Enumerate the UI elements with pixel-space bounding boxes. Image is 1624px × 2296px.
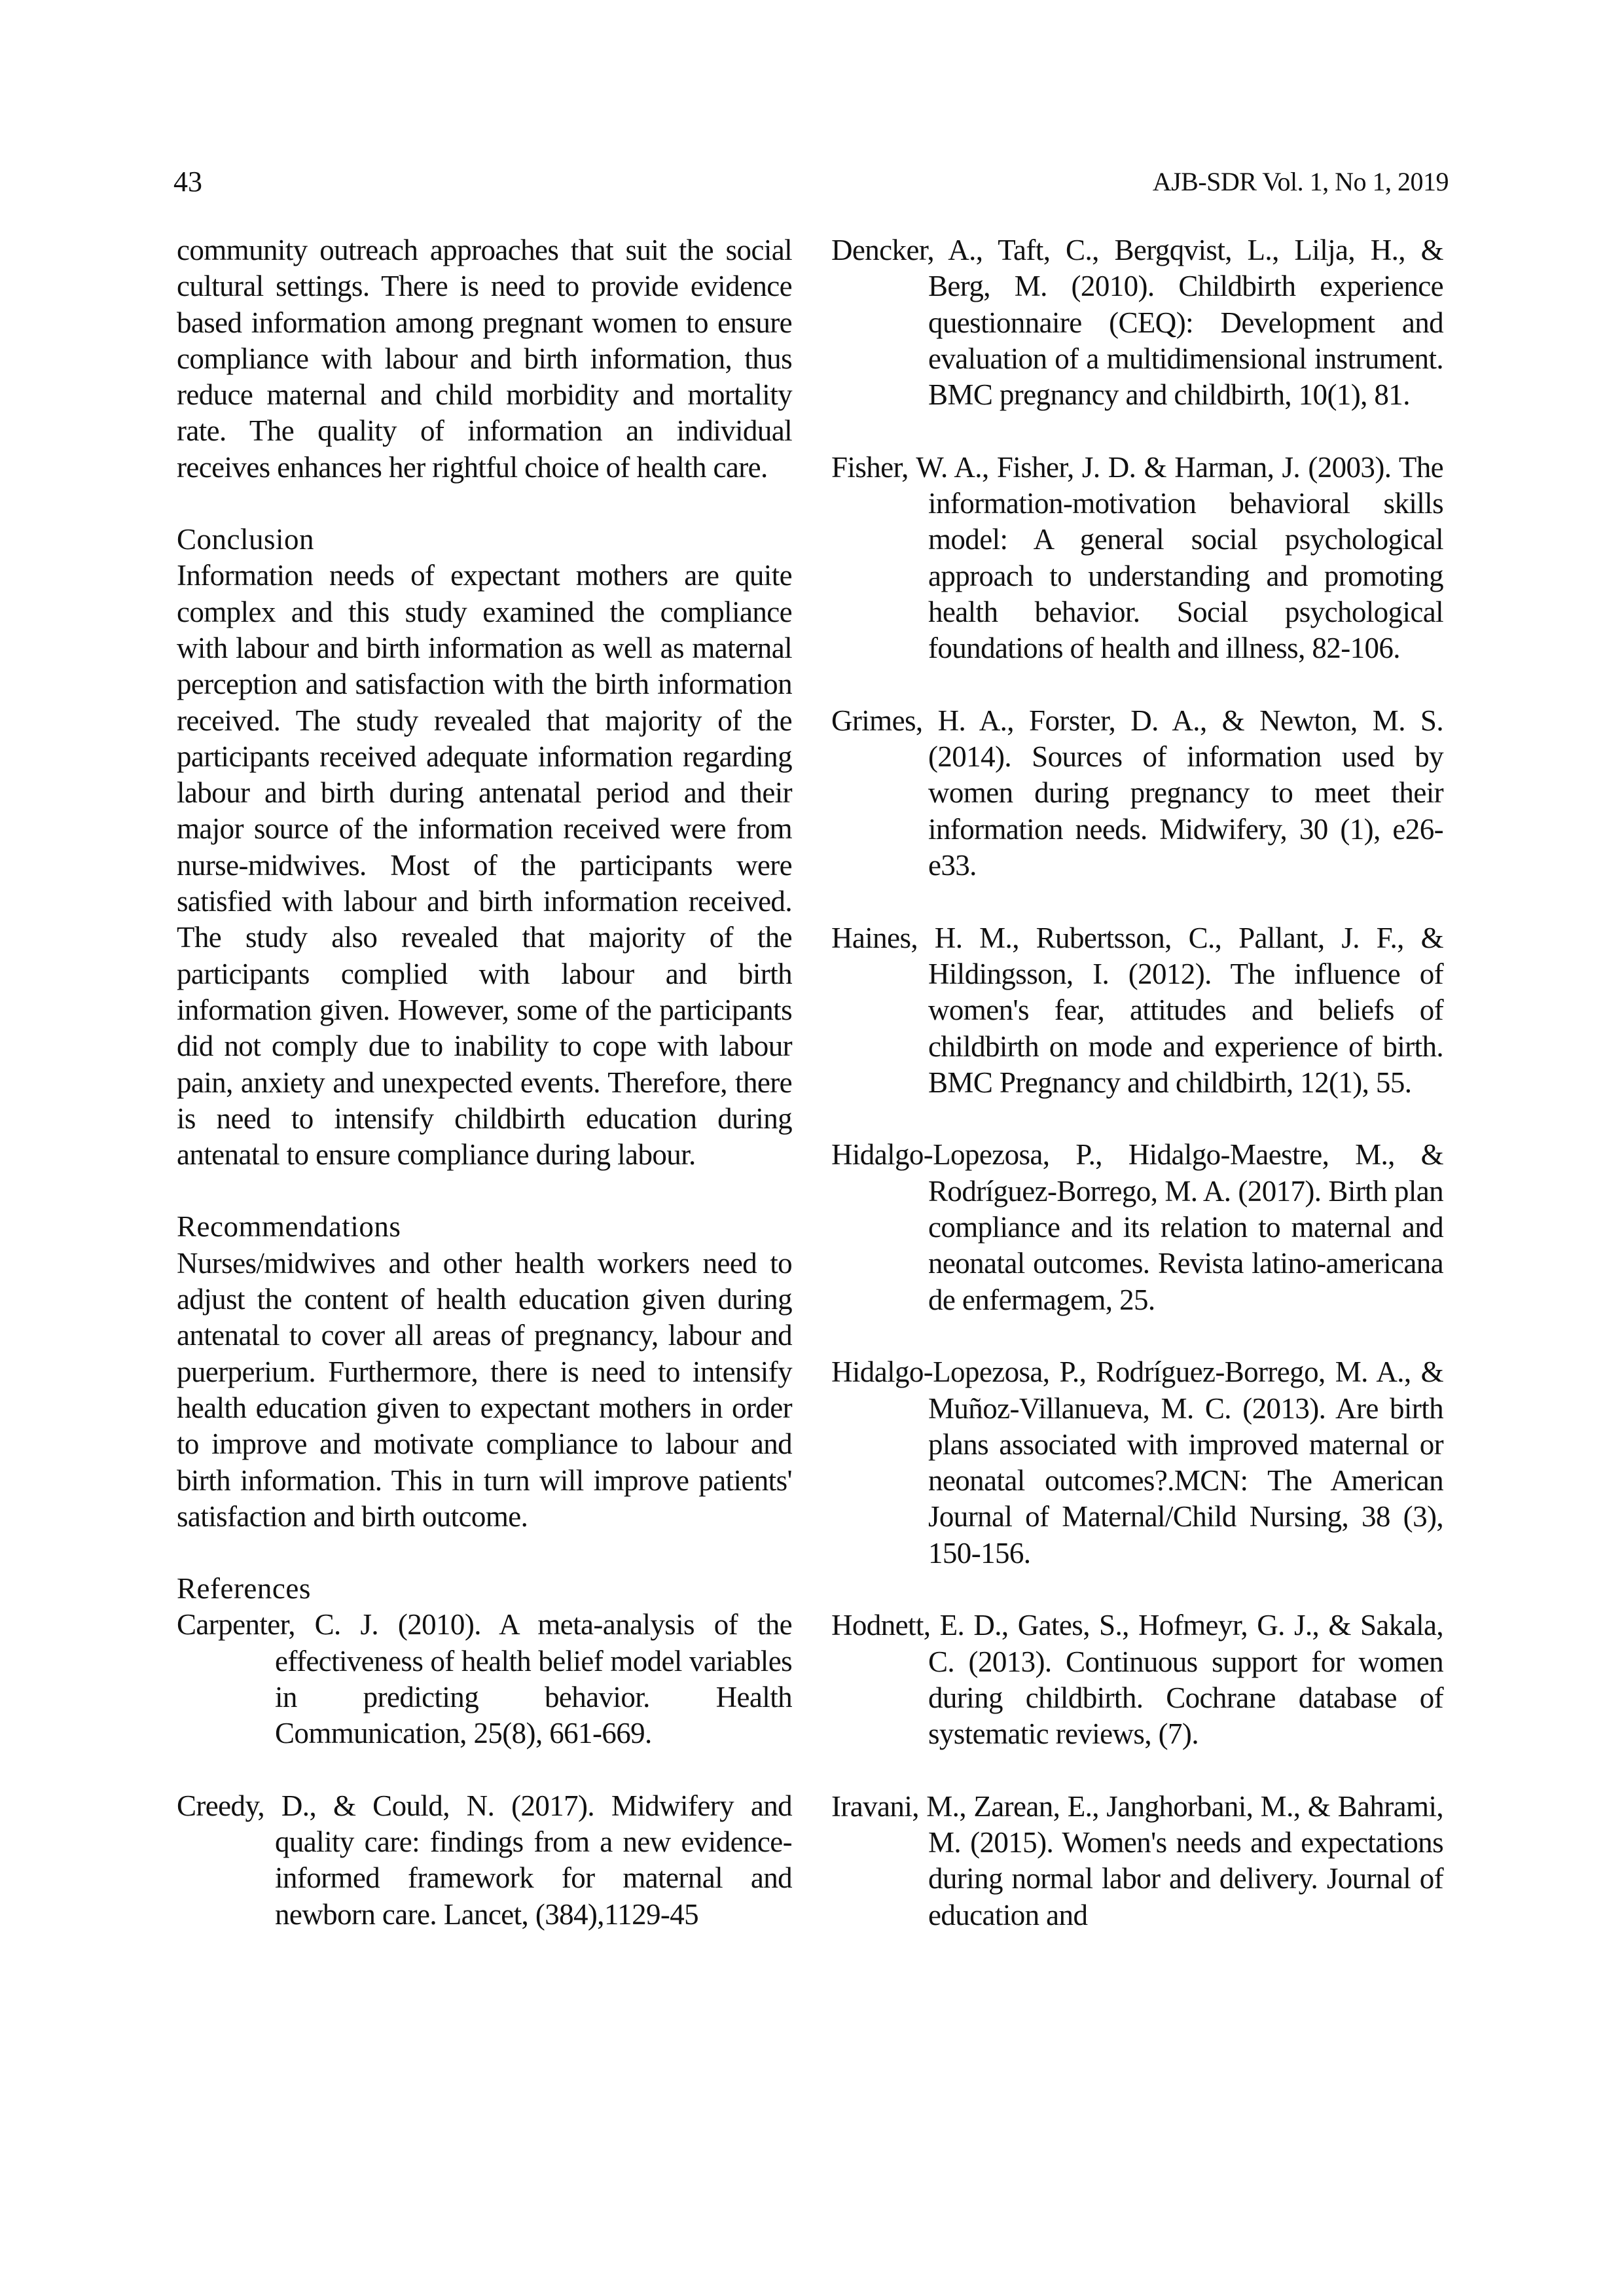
intro-paragraph: community outreach approaches that suit the social cultural settings. There is need to provide evidence based information among pregnant women to ensure compliance with labour and birth information, thus reduce maternal and child morbidity and mortality rate. The quality of information an individual receives enhances her rightful choice of health care.: [177, 234, 792, 484]
references-heading: References: [177, 1572, 311, 1605]
reference-item: Dencker, A., Taft, C., Bergqvist, L., Lilja, H., & Berg, M. (2010). Childbirth experience questionnaire (CEQ): Development and evaluation of a multidimensional instrument. BMC pregnancy and childbirth, 10(1), 81.: [831, 234, 1443, 412]
reference-item: Hidalgo-Lopezosa, P., Rodríguez-Borrego, M. A., & Muñoz-Villanueva, M. C. (2013). Are birth plans associated with improved maternal or neonatal outcomes?.MCN: The American Journal of Maternal/Child Nursing, 38 (3), 150-156.: [831, 1355, 1443, 1570]
reference-item: Hidalgo-Lopezosa, P., Hidalgo-Maestre, M., & Rodríguez-Borrego, M. A. (2017). Birth plan compliance and its relation to maternal and neonatal outcomes. Revista latino-americana de enfermagem, 25.: [831, 1138, 1443, 1316]
reference-item: Carpenter, C. J. (2010). A meta-analysis of the effectiveness of health belief model variables in predicting behavior. Health Communication, 25(8), 661-669.: [177, 1608, 792, 1750]
conclusion-body: Information needs of expectant mothers are quite complex and this study examined the compliance with labour and birth information as well as maternal perception and satisfaction with the birth information received. The study revealed that majority of the participants received adequate information regarding labour and birth during antenatal period and their major source of the information received were from nurse-midwives. Most of the participants were satisfied with labour and birth information received. The study also revealed that majority of the participants complied with labour and birth information given. However, some of the participants did not comply due to inability to cope with labour pain, anxiety and unexpected events. Therefore, there is need to intensify childbirth education during antenatal to ensure compliance during labour.: [177, 559, 792, 1172]
reference-item: Creedy, D., & Could, N. (2017). Midwifery and quality care: findings from a new evidence- informed framework for maternal and newborn care. Lancet, (384),1129-45: [177, 1789, 792, 1931]
running-head: AJB-SDR Vol. 1, No 1, 2019: [1152, 167, 1449, 196]
reference-item: Haines, H. M., Rubertsson, C., Pallant, J. F., & Hildingsson, I. (2012). The influence of women's fear, attitudes and beliefs of childbirth on mode and experience of birth. BMC Pregnancy and childbirth, 12(1), 55.: [831, 921, 1443, 1099]
page-number: 43: [173, 166, 202, 198]
recommendations-body: Nurses/midwives and other health workers need to adjust the content of health education given during antenatal to cover all areas of pregnancy, labour and puerperium. Furthermore, there is need to intensify health education given to expectant mothers in order to improve and motivate compliance to labour and birth information. This in turn will improve patients' satisfaction and birth outcome.: [177, 1246, 792, 1533]
left-column: [177, 232, 792, 1969]
reference-item: Fisher, W. A., Fisher, J. D. & Harman, J. (2003). The information-motivation behavioral skills model: A general social psychological approach to understanding and promoting health behavior. Social psychological foundations of health and illness, 82-106.: [831, 450, 1443, 665]
recommendations-heading: Recommendations: [177, 1210, 401, 1244]
reference-item: Grimes, H. A., Forster, D. A., & Newton, M. S. (2014). Sources of information used by women during pregnancy to meet their information needs. Midwifery, 30 (1), e26-e33.: [831, 704, 1443, 882]
conclusion-heading: Conclusion: [177, 523, 315, 556]
right-column: [831, 232, 1443, 1969]
reference-item: Hodnett, E. D., Gates, S., Hofmeyr, G. J., & Sakala, C. (2013). Continuous support for women during childbirth. Cochrane database of systematic reviews, (7).: [831, 1609, 1443, 1751]
reference-item: Iravani, M., Zarean, E., Janghorbani, M., & Bahrami, M. (2015). Women's needs and expectations during normal labor and delivery. Journal of education and: [831, 1789, 1443, 1931]
